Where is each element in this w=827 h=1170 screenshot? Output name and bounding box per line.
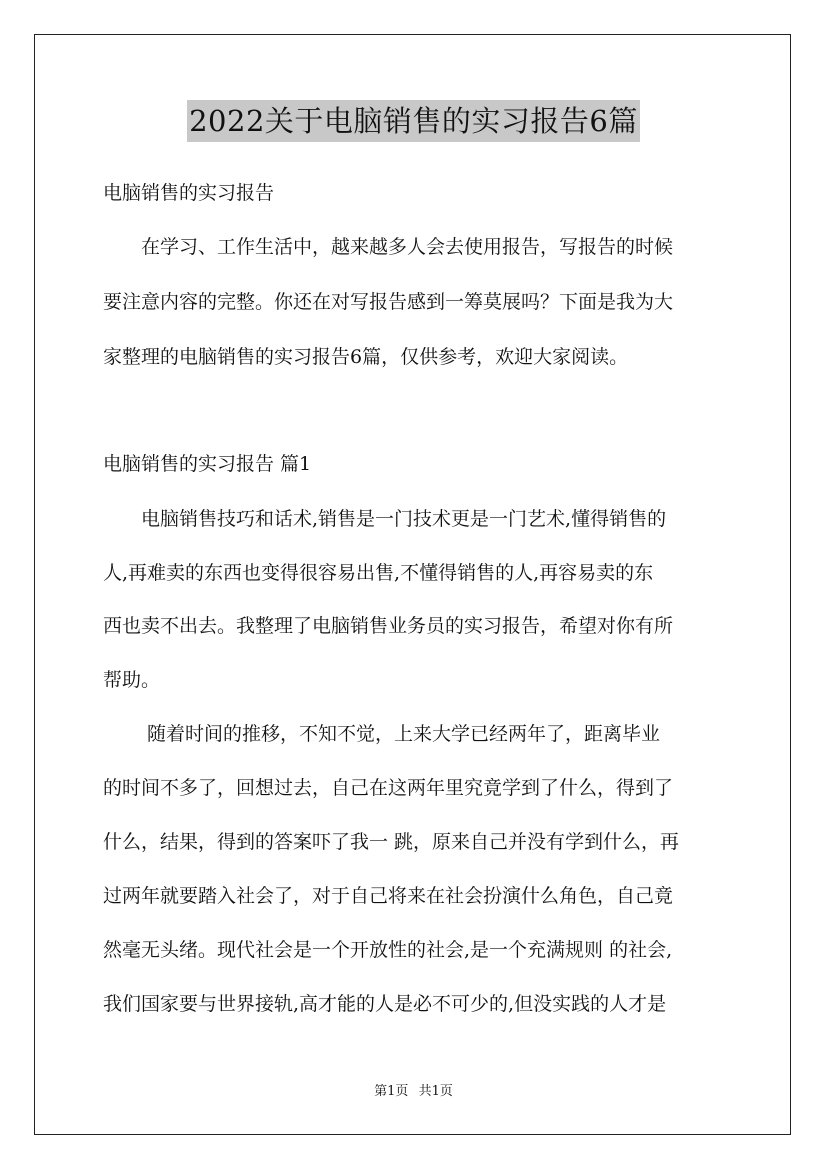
- intro-line: 家整理的电脑销售的实习报告6篇，仅供参考，欢迎大家阅读。: [103, 346, 629, 368]
- intro-line: 在学习、工作生活中，越来越多人会去使用报告，写报告的时候: [103, 236, 674, 258]
- page-number: 第1页: [374, 1084, 409, 1099]
- document-title: 2022关于电脑销售的实习报告6篇: [187, 100, 640, 142]
- paragraph-line: 随着时间的推移，不知不觉，上来大学已经两年了，距离毕业: [103, 723, 661, 745]
- paragraph-line: 然毫无头绪。现代社会是一个开放性的社会,是一个充满规则 的社会,: [103, 939, 673, 961]
- paragraph-line: 西也卖不出去。我整理了电脑销售业务员的实习报告，希望对你有所: [103, 615, 674, 637]
- paragraph-line: 什么，结果，得到的答案吓了我一 跳，原来自己并没有学到什么，再: [103, 831, 680, 853]
- page-total: 共1页: [418, 1084, 453, 1099]
- paragraph-line: 电脑销售技巧和话术,销售是一门技术更是一门艺术,懂得销售的: [103, 508, 667, 530]
- paragraph-line: 我们国家要与世界接轨,高才能的人是必不可少的,但没实践的人才是: [103, 993, 667, 1015]
- paragraph-line: 过两年就要踏入社会了，对于自己将来在社会扮演什么角色，自己竟: [103, 885, 674, 907]
- page-footer: [0, 1082, 827, 1102]
- paragraph-line: 的时间不多了，回想过去，自己在这两年里究竟学到了什么，得到了: [103, 777, 674, 799]
- title-container: [0, 100, 827, 142]
- paragraph-line: 人,再难卖的东西也变得很容易出售,不懂得销售的人,再容易卖的东: [103, 562, 654, 584]
- article-heading: 电脑销售的实习报告 篇1: [103, 453, 312, 475]
- intro-line: 要注意内容的完整。你还在对写报告感到一筹莫展吗？下面是我为大: [103, 291, 674, 313]
- paragraph-line: 帮助。: [103, 669, 161, 691]
- section-heading: 电脑销售的实习报告: [103, 182, 275, 204]
